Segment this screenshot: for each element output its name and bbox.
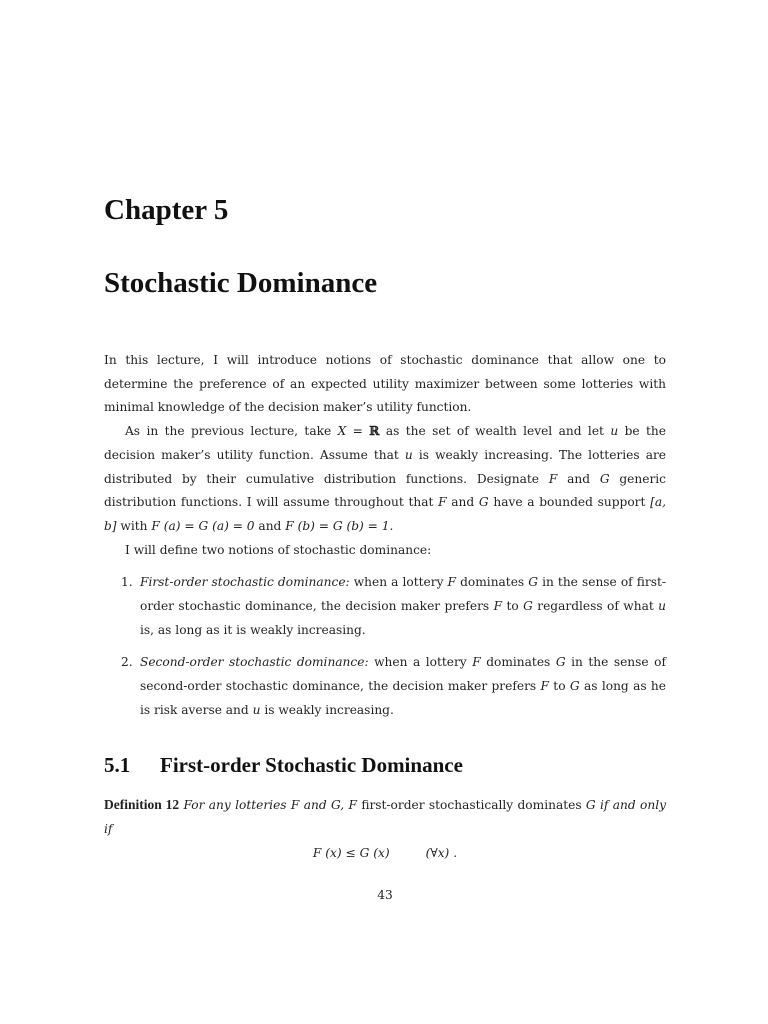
- chapter-title: Stochastic Dominance: [104, 267, 378, 299]
- text-run: generic distribution functions. I will assume throughout that: [104, 471, 666, 510]
- text-run: is weakly increasing.: [260, 702, 394, 717]
- section-heading: [104, 752, 463, 778]
- chapter-label: Chapter 5: [104, 194, 229, 226]
- math-var: F: [472, 655, 481, 670]
- definition-label: Definition 12: [104, 797, 180, 812]
- list-item: [104, 571, 666, 642]
- text-run: is, as long as it is weakly increasing.: [140, 622, 366, 637]
- list-item-number: 2.: [121, 655, 133, 670]
- text-run: in the sense of second-order stochastic dominance, the decision maker prefers: [140, 655, 666, 694]
- math-var: F: [493, 599, 503, 614]
- text-run: is weakly increasing. The lotteries are distributed by their cumulative distribution functions. Designate: [104, 447, 666, 486]
- definition-block: [104, 793, 666, 841]
- intro-paragraph-2: [104, 420, 666, 539]
- text-run: regardless of what: [532, 599, 659, 614]
- text-run: and: [446, 495, 479, 510]
- math-var: F: [438, 495, 447, 510]
- math-var: F: [540, 679, 549, 694]
- math-var: u: [610, 424, 619, 439]
- math-var: G: [330, 798, 341, 812]
- text-run: As in the previous lecture, take: [125, 424, 338, 439]
- list-item: [104, 651, 666, 722]
- intro-paragraph-3: I will define two notions of stochastic dominance:: [125, 542, 432, 557]
- list-item-term: Second-order stochastic dominance:: [140, 655, 369, 670]
- text-run: be the decision maker’s utility function. Assume that: [104, 424, 666, 462]
- math-boundary-condition: F (a) = G (a) = 0: [151, 518, 255, 533]
- text-run: dominates: [480, 655, 556, 670]
- math-var: G: [555, 655, 566, 670]
- text-run: For any lotteries: [179, 798, 291, 812]
- math-var: F: [447, 575, 457, 590]
- math-var: F: [548, 471, 558, 486]
- text-run: and: [254, 518, 286, 533]
- math-var: G: [585, 798, 596, 812]
- text-run: and: [557, 471, 600, 486]
- text-run: first-order stochastically dominates: [356, 798, 586, 812]
- text-run: in the sense of first-order stochastic dominance, the decision maker prefers: [140, 575, 667, 614]
- dominance-list: [104, 571, 666, 722]
- list-item-number: 1.: [121, 575, 133, 590]
- math-reals: ℝ: [369, 424, 380, 439]
- math-var: G: [528, 575, 539, 590]
- section-number: 5.1: [104, 753, 131, 777]
- math-boundary-condition: F (b) = G (b) = 1: [285, 518, 390, 533]
- math-op: =: [346, 424, 370, 439]
- text-run: when a lottery: [368, 655, 473, 670]
- text-run: ,: [340, 798, 349, 812]
- page-number: 43: [377, 888, 393, 902]
- math-var: X: [337, 424, 347, 439]
- list-item-text: [140, 571, 666, 642]
- body-text: [104, 349, 666, 732]
- math-support-interval: [a, b]: [104, 495, 666, 533]
- math-var: G: [569, 679, 580, 694]
- text-run: to: [548, 679, 570, 694]
- text-run: .: [389, 518, 394, 533]
- math-var: u: [252, 702, 261, 717]
- math-var: u: [404, 447, 413, 462]
- equation-lhs: F (x) ≤ G (x): [312, 846, 390, 860]
- math-var: F: [290, 798, 300, 812]
- math-var: G: [523, 599, 533, 614]
- text-run: with: [116, 518, 152, 533]
- text-run: as the set of wealth level and let: [379, 424, 611, 439]
- display-equation: [104, 842, 666, 864]
- text-run: and: [299, 798, 331, 812]
- text-run: to: [502, 599, 524, 614]
- math-var: F: [348, 798, 357, 812]
- math-var: G: [478, 495, 489, 510]
- list-item-term: First-order stochastic dominance:: [140, 575, 350, 590]
- definition-text: [104, 793, 666, 841]
- text-run: if and only if: [104, 798, 667, 836]
- equation-rhs: (∀x) .: [425, 846, 458, 860]
- list-item-text: [140, 651, 666, 722]
- math-var: u: [658, 599, 667, 614]
- text-run: as long as he is risk averse and: [140, 679, 666, 717]
- text-run: have a bounded support: [488, 495, 651, 510]
- math-var: G: [599, 471, 610, 486]
- document-page: [104, 0, 666, 1024]
- section-title: First-order Stochastic Dominance: [160, 753, 463, 777]
- text-run: dominates: [456, 575, 529, 590]
- text-run: when a lottery: [349, 575, 448, 590]
- intro-paragraph-1: In this lecture, I will introduce notions of stochastic dominance that allow one to determine the preference of an expected utility maximizer between some lotteries with minimal knowledge of the decision maker’s utility function.: [104, 353, 666, 415]
